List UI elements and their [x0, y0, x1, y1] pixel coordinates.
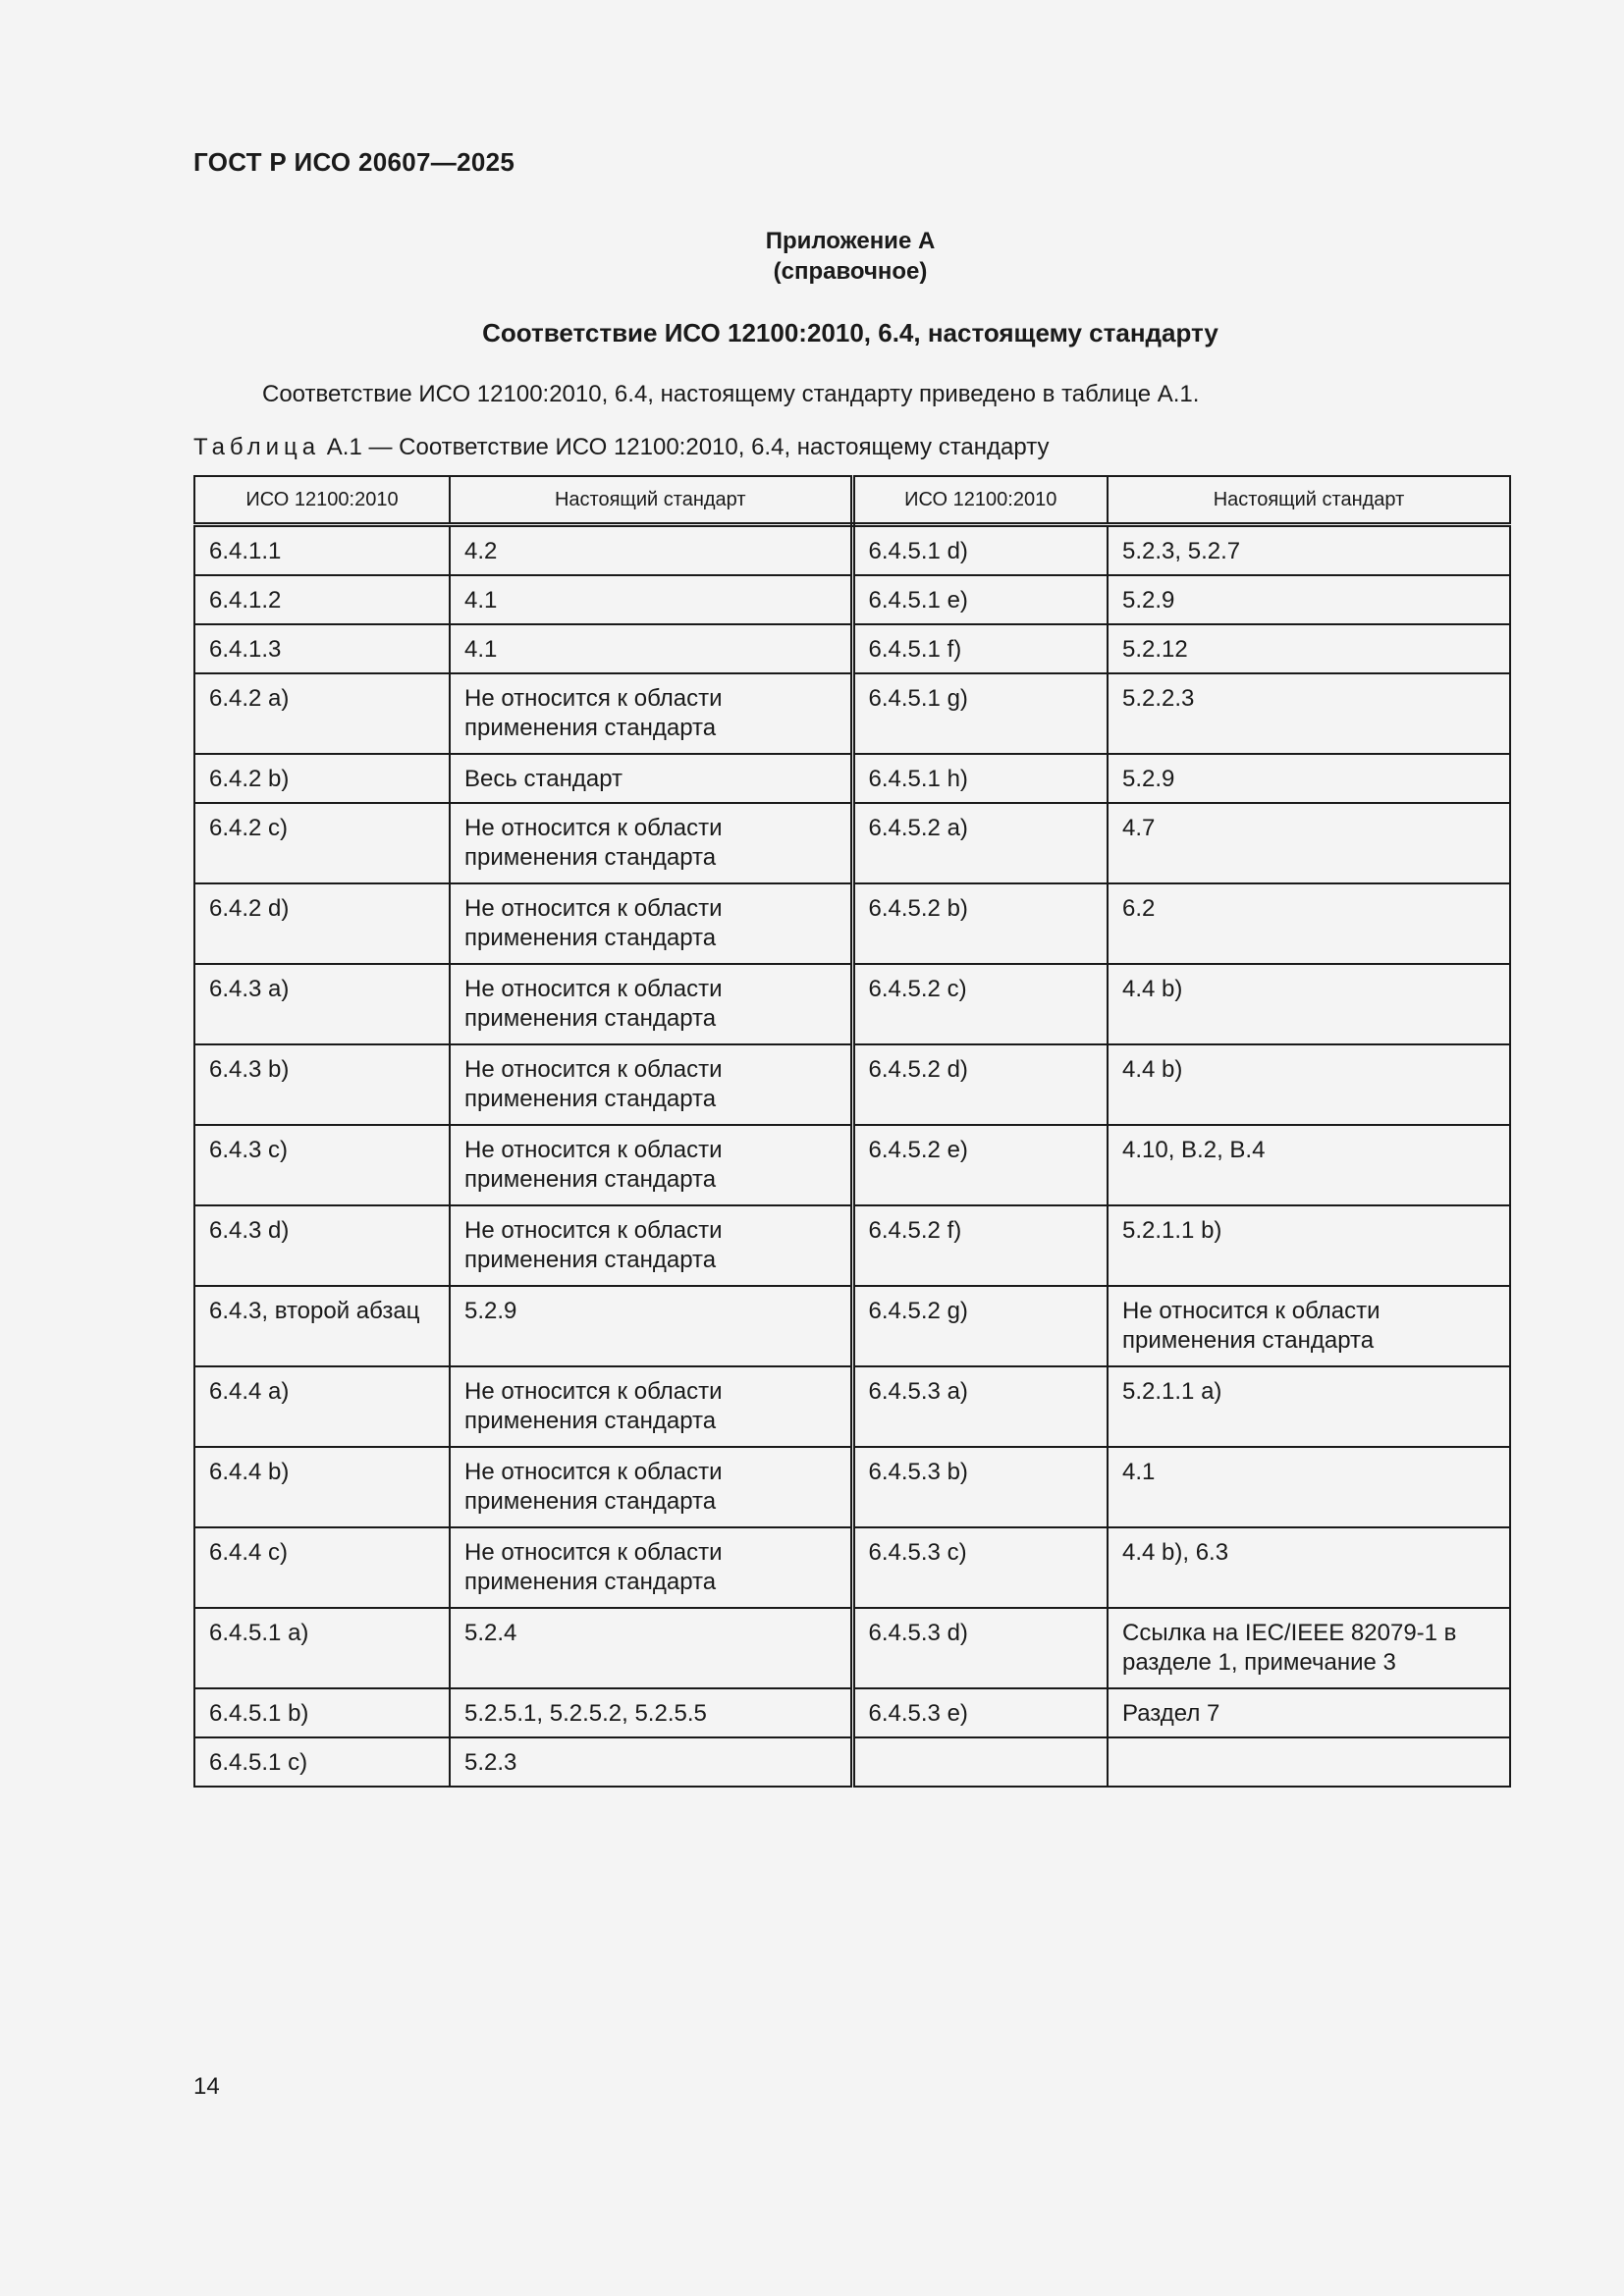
cell-standard-right: 5.2.1.1 a) — [1108, 1366, 1510, 1447]
cell-standard-left: Не относится к области применения стандарта — [450, 1366, 852, 1447]
cell-standard-right: 4.4 b) — [1108, 964, 1510, 1044]
table-caption-label: Таблица — [193, 434, 321, 460]
cell-standard-right: 5.2.2.3 — [1108, 673, 1510, 754]
header-standard-right: Настоящий стандарт — [1108, 476, 1510, 525]
table-row — [194, 964, 1510, 1044]
cell-standard-left: 5.2.3 — [450, 1737, 852, 1787]
cell-iso-left: 6.4.5.1 a) — [194, 1608, 450, 1688]
cell-iso-left: 6.4.4 c) — [194, 1527, 450, 1608]
cell-iso-left: 6.4.2 d) — [194, 883, 450, 964]
appendix-title: Приложение А — [765, 228, 936, 254]
cell-standard-right: 5.2.12 — [1108, 624, 1510, 673]
cell-iso-right: 6.4.5.2 c) — [852, 964, 1108, 1044]
table-row — [194, 1125, 1510, 1205]
cell-standard-right — [1108, 1737, 1510, 1787]
table-row — [194, 1527, 1510, 1608]
cell-standard-right: Не относится к области применения стандарта — [1108, 1286, 1510, 1366]
table-body — [194, 525, 1510, 1788]
cell-standard-left: 5.2.4 — [450, 1608, 852, 1688]
cell-standard-right: 4.1 — [1108, 1447, 1510, 1527]
cell-standard-left: 4.2 — [450, 525, 852, 576]
cell-standard-left: Не относится к области применения стандарта — [450, 883, 852, 964]
header-standard-left: Настоящий стандарт — [450, 476, 852, 525]
table-row — [194, 1447, 1510, 1527]
table-caption-text: А.1 — Соответствие ИСО 12100:2010, 6.4, настоящему стандарту — [326, 434, 1050, 460]
cell-iso-left: 6.4.2 c) — [194, 803, 450, 883]
document-code: ГОСТ Р ИСО 20607—2025 — [193, 147, 515, 177]
cell-standard-right: 5.2.1.1 b) — [1108, 1205, 1510, 1286]
section-title: Соответствие ИСО 12100:2010, 6.4, настоящему стандарту — [482, 318, 1218, 347]
cell-iso-right: 6.4.5.3 c) — [852, 1527, 1108, 1608]
table-row — [194, 1366, 1510, 1447]
cell-iso-right: 6.4.5.3 b) — [852, 1447, 1108, 1527]
cell-iso-left: 6.4.3 d) — [194, 1205, 450, 1286]
cell-iso-right: 6.4.5.1 e) — [852, 575, 1108, 624]
cell-iso-left: 6.4.4 b) — [194, 1447, 450, 1527]
cell-standard-left: Не относится к области применения стандарта — [450, 964, 852, 1044]
cell-iso-right: 6.4.5.2 a) — [852, 803, 1108, 883]
cell-iso-left: 6.4.5.1 b) — [194, 1688, 450, 1737]
table-caption — [193, 434, 1049, 461]
cell-iso-right: 6.4.5.2 e) — [852, 1125, 1108, 1205]
table-row — [194, 754, 1510, 803]
cell-iso-left: 6.4.3 a) — [194, 964, 450, 1044]
cell-standard-right: 4.4 b) — [1108, 1044, 1510, 1125]
cell-iso-left: 6.4.2 b) — [194, 754, 450, 803]
cell-iso-right: 6.4.5.2 d) — [852, 1044, 1108, 1125]
table-row — [194, 1044, 1510, 1125]
cell-iso-left: 6.4.3, второй абзац — [194, 1286, 450, 1366]
cell-iso-left: 6.4.1.1 — [194, 525, 450, 576]
cell-iso-right: 6.4.5.3 a) — [852, 1366, 1108, 1447]
cell-standard-left: Не относится к области применения стандарта — [450, 803, 852, 883]
cell-standard-right: 6.2 — [1108, 883, 1510, 964]
cell-iso-left: 6.4.1.2 — [194, 575, 450, 624]
cell-standard-left: Не относится к области применения стандарта — [450, 1447, 852, 1527]
cell-standard-right: 5.2.9 — [1108, 754, 1510, 803]
cell-standard-right: 5.2.9 — [1108, 575, 1510, 624]
table-row — [194, 1205, 1510, 1286]
table-row — [194, 575, 1510, 624]
cell-standard-left: 5.2.9 — [450, 1286, 852, 1366]
cell-standard-left: Не относится к области применения стандарта — [450, 1125, 852, 1205]
table-row — [194, 525, 1510, 576]
correspondence-table — [193, 475, 1511, 1788]
cell-iso-left: 6.4.4 a) — [194, 1366, 450, 1447]
cell-iso-right — [852, 1737, 1108, 1787]
cell-standard-left: Не относится к области применения стандарта — [450, 1044, 852, 1125]
cell-standard-left: Не относится к области применения стандарта — [450, 1205, 852, 1286]
cell-standard-left: Не относится к области применения стандарта — [450, 1527, 852, 1608]
cell-iso-right: 6.4.5.2 g) — [852, 1286, 1108, 1366]
cell-standard-left: 5.2.5.1, 5.2.5.2, 5.2.5.5 — [450, 1688, 852, 1737]
table-row — [194, 624, 1510, 673]
table-row — [194, 673, 1510, 754]
cell-iso-right: 6.4.5.2 f) — [852, 1205, 1108, 1286]
cell-standard-right: Раздел 7 — [1108, 1688, 1510, 1737]
header-iso-left: ИСО 12100:2010 — [194, 476, 450, 525]
cell-standard-right: 4.10, B.2, B.4 — [1108, 1125, 1510, 1205]
cell-iso-right: 6.4.5.3 d) — [852, 1608, 1108, 1688]
table-row — [194, 1286, 1510, 1366]
table-row — [194, 883, 1510, 964]
cell-iso-left: 6.4.3 b) — [194, 1044, 450, 1125]
appendix-note: (справочное) — [773, 258, 928, 285]
cell-iso-right: 6.4.5.1 g) — [852, 673, 1108, 754]
cell-iso-right: 6.4.5.1 d) — [852, 525, 1108, 576]
cell-iso-right: 6.4.5.1 f) — [852, 624, 1108, 673]
table-header-row — [194, 476, 1510, 525]
table-row — [194, 1608, 1510, 1688]
cell-standard-left: 4.1 — [450, 575, 852, 624]
cell-standard-left: Не относится к области применения стандарта — [450, 673, 852, 754]
appendix-heading — [0, 226, 1624, 287]
table-row — [194, 803, 1510, 883]
cell-iso-left: 6.4.2 a) — [194, 673, 450, 754]
cell-standard-left: Весь стандарт — [450, 754, 852, 803]
cell-iso-right: 6.4.5.1 h) — [852, 754, 1108, 803]
intro-paragraph: Соответствие ИСО 12100:2010, 6.4, настоящему стандарту приведено в таблице А.1. — [262, 381, 1200, 407]
cell-standard-right: 4.4 b), 6.3 — [1108, 1527, 1510, 1608]
cell-iso-right: 6.4.5.2 b) — [852, 883, 1108, 964]
cell-standard-right: 4.7 — [1108, 803, 1510, 883]
table-row — [194, 1737, 1510, 1787]
cell-iso-left: 6.4.5.1 c) — [194, 1737, 450, 1787]
cell-standard-left: 4.1 — [450, 624, 852, 673]
cell-iso-right: 6.4.5.3 e) — [852, 1688, 1108, 1737]
header-iso-right: ИСО 12100:2010 — [852, 476, 1108, 525]
page-number: 14 — [193, 2073, 220, 2100]
cell-iso-left: 6.4.1.3 — [194, 624, 450, 673]
table-row — [194, 1688, 1510, 1737]
cell-standard-right: 5.2.3, 5.2.7 — [1108, 525, 1510, 576]
cell-iso-left: 6.4.3 c) — [194, 1125, 450, 1205]
cell-standard-right: Ссылка на IEC/IEEE 82079-1 в разделе 1, примечание 3 — [1108, 1608, 1510, 1688]
